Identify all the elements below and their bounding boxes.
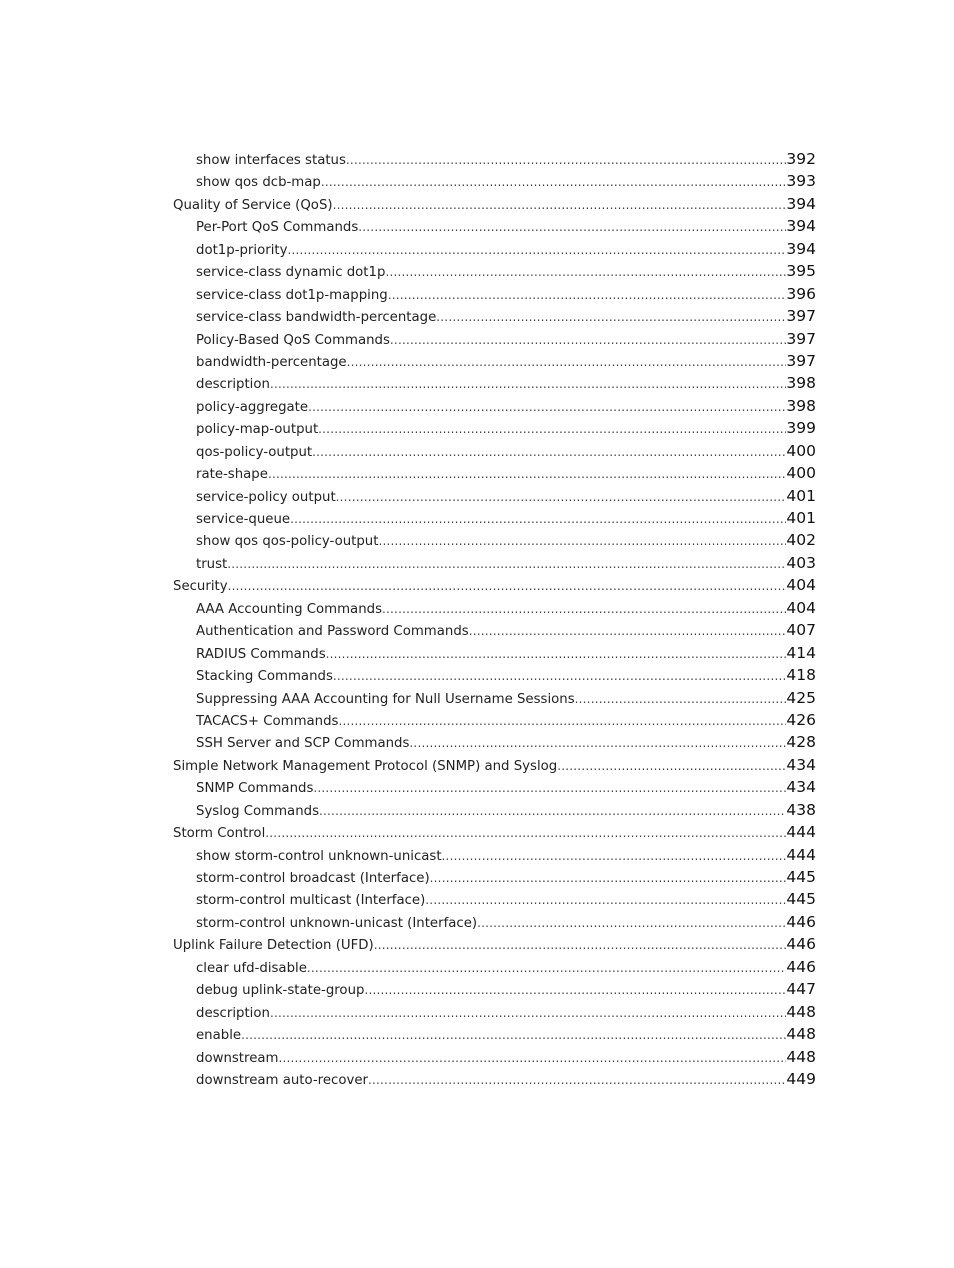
toc-entry-page-number: 448 [786, 1002, 816, 1021]
dot-leader [326, 643, 787, 665]
toc-section-entry[interactable] [173, 574, 816, 596]
toc-subentry[interactable] [173, 148, 816, 170]
toc-subentry[interactable] [173, 350, 816, 372]
dot-leader [278, 1047, 786, 1069]
toc-entry-page-number: 448 [786, 1025, 816, 1044]
table-of-contents [173, 148, 816, 1090]
toc-subentry[interactable] [173, 687, 816, 709]
toc-subentry[interactable] [173, 844, 816, 866]
toc-entry-page-number: 434 [786, 778, 816, 797]
toc-entry-page-number: 446 [786, 957, 816, 976]
dot-leader [268, 463, 786, 485]
dot-leader [385, 261, 786, 283]
toc-subentry[interactable] [173, 485, 816, 507]
toc-subentry[interactable] [173, 529, 816, 551]
toc-entry-title: Uplink Failure Detection (UFD) [173, 938, 374, 954]
toc-entry-page-number: 414 [786, 643, 816, 662]
toc-entry-title: enable [196, 1028, 242, 1044]
dot-leader [336, 486, 787, 508]
toc-entry-title: show qos dcb-map [196, 175, 321, 191]
toc-section-entry[interactable] [173, 933, 816, 955]
toc-entry-page-number: 397 [786, 307, 816, 326]
toc-subentry[interactable] [173, 956, 816, 978]
toc-entry-title: Security [173, 579, 228, 595]
dot-leader [227, 553, 786, 575]
dot-leader [388, 284, 787, 306]
toc-entry-title: qos-policy-output [196, 444, 313, 460]
toc-entry-page-number: 395 [786, 262, 816, 281]
toc-entry-page-number: 418 [786, 666, 816, 685]
toc-subentry[interactable] [173, 776, 816, 798]
toc-entry-title: Quality of Service (QoS) [173, 197, 333, 213]
toc-subentry[interactable] [173, 372, 816, 394]
dot-leader [312, 441, 786, 463]
toc-entry-page-number: 394 [786, 239, 816, 258]
toc-entry-title: rate-shape [196, 467, 268, 483]
toc-entry-title: AAA Accounting Commands [196, 601, 383, 617]
dot-leader [270, 1002, 786, 1024]
dot-leader [436, 306, 786, 328]
toc-entry-title: dot1p-priority [196, 242, 288, 258]
dot-leader [265, 822, 786, 844]
toc-subentry[interactable] [173, 1046, 816, 1068]
toc-subentry[interactable] [173, 552, 816, 574]
dot-leader [368, 1069, 786, 1091]
toc-entry-page-number: 438 [786, 800, 816, 819]
toc-entry-title: TACACS+ Commands [196, 713, 339, 729]
toc-entry-page-number: 396 [786, 284, 816, 303]
toc-subentry[interactable] [173, 507, 816, 529]
toc-entry-page-number: 401 [786, 509, 816, 527]
toc-subentry[interactable] [173, 1001, 816, 1023]
toc-entry-title: description [196, 1005, 270, 1021]
toc-entry-page-number: 447 [786, 980, 816, 999]
toc-entry-page-number: 434 [786, 755, 816, 774]
toc-entry-page-number: 397 [786, 329, 816, 348]
toc-entry-page-number: 403 [786, 553, 816, 572]
toc-subentry[interactable] [173, 888, 816, 910]
toc-entry-page-number: 398 [786, 374, 816, 393]
dot-leader [425, 889, 786, 911]
toc-entry-page-number: 445 [786, 868, 816, 886]
dot-leader [442, 845, 787, 867]
toc-entry-title: policy-map-output [196, 422, 319, 438]
toc-section-entry[interactable] [173, 193, 816, 215]
toc-entry-title: RADIUS Commands [196, 646, 326, 662]
dot-leader [333, 665, 787, 687]
toc-section-entry[interactable] [173, 821, 816, 843]
toc-entry-page-number: 404 [786, 576, 816, 595]
dot-leader [382, 598, 786, 620]
toc-subentry[interactable] [173, 1023, 816, 1045]
toc-subentry[interactable] [173, 417, 816, 439]
dot-leader [321, 171, 787, 193]
toc-entry-page-number: 449 [786, 1069, 816, 1088]
toc-entry-title: description [196, 377, 270, 393]
toc-entry-title: show storm-control unknown-unicast [196, 848, 442, 864]
toc-subentry[interactable] [173, 305, 816, 327]
toc-subentry[interactable] [173, 283, 816, 305]
toc-entry-page-number: 446 [786, 935, 816, 954]
dot-leader [290, 508, 786, 530]
dot-leader [390, 329, 786, 351]
dot-leader [358, 216, 786, 238]
dot-leader [228, 575, 787, 597]
toc-entry-page-number: 446 [786, 912, 816, 931]
toc-subentry[interactable] [173, 642, 816, 664]
toc-entry-title: Storm Control [173, 826, 266, 842]
toc-entry-page-number: 402 [786, 531, 816, 550]
dot-leader [333, 194, 787, 216]
toc-entry-page-number: 399 [786, 419, 816, 438]
toc-subentry[interactable] [173, 238, 816, 260]
toc-entry-title: service-class bandwidth-percentage [196, 310, 437, 326]
toc-entry-title: Simple Network Management Protocol (SNMP) and Syslog [173, 758, 558, 774]
dot-leader [346, 149, 786, 171]
toc-subentry[interactable] [173, 260, 816, 282]
toc-entry-page-number: 444 [786, 823, 816, 842]
dot-leader [374, 934, 787, 956]
dot-leader [469, 620, 787, 642]
toc-entry-title: Syslog Commands [196, 803, 320, 819]
dot-leader [378, 530, 786, 552]
dot-leader [338, 710, 786, 732]
toc-entry-title: policy-aggregate [196, 399, 309, 415]
toc-section-entry[interactable] [173, 754, 816, 776]
dot-leader [313, 777, 786, 799]
toc-entry-title: Per-Port QoS Commands [196, 220, 359, 236]
toc-entry-page-number: 428 [786, 733, 816, 752]
dot-leader [241, 1024, 786, 1046]
toc-entry-title: Suppressing AAA Accounting for Null Username Sessions [196, 691, 575, 707]
toc-subentry[interactable] [173, 731, 816, 753]
toc-entry-page-number: 407 [786, 621, 816, 640]
toc-entry-title: service-class dynamic dot1p [196, 265, 386, 281]
toc-entry-page-number: 425 [786, 688, 816, 707]
toc-entry-page-number: 448 [786, 1047, 816, 1066]
dot-leader [409, 732, 786, 754]
dot-leader [557, 755, 786, 777]
toc-entry-title: SSH Server and SCP Commands [196, 736, 410, 752]
toc-entry-title: show qos qos-policy-output [196, 534, 379, 550]
toc-entry-page-number: 401 [786, 486, 816, 505]
dot-leader [364, 979, 786, 1001]
toc-subentry[interactable] [173, 709, 816, 731]
toc-entry-title: Stacking Commands [196, 669, 333, 685]
toc-subentry[interactable] [173, 619, 816, 641]
dot-leader [319, 800, 786, 822]
toc-entry-title: service-class dot1p-mapping [196, 287, 388, 303]
toc-subentry[interactable] [173, 395, 816, 417]
toc-entry-page-number: 398 [786, 396, 816, 415]
dot-leader [347, 351, 787, 373]
toc-subentry[interactable] [173, 440, 816, 462]
toc-entry-title: service-queue [196, 512, 291, 527]
toc-subentry[interactable] [173, 911, 816, 933]
toc-entry-page-number: 445 [786, 890, 816, 909]
toc-entry-page-number: 404 [786, 598, 816, 617]
toc-entry-title: Policy-Based QoS Commands [196, 332, 390, 348]
toc-entry-title: downstream auto-recover [196, 1072, 368, 1088]
toc-entry-page-number: 393 [786, 172, 816, 191]
toc-entry-title: Authentication and Password Commands [196, 624, 469, 640]
dot-leader [287, 239, 786, 261]
dot-leader [307, 957, 787, 979]
toc-subentry[interactable] [173, 866, 816, 888]
toc-entry-title: show interfaces status [196, 153, 346, 168]
toc-entry-title: storm-control multicast (Interface) [196, 893, 426, 909]
toc-subentry[interactable] [173, 799, 816, 821]
toc-entry-title: debug uplink-state-group [196, 983, 365, 999]
toc-subentry[interactable] [173, 978, 816, 1000]
toc-entry-title: trust [196, 556, 228, 572]
dot-leader [318, 418, 786, 440]
toc-entry-page-number: 394 [786, 217, 816, 236]
toc-entry-page-number: 400 [786, 441, 816, 460]
toc-subentry[interactable] [173, 597, 816, 619]
toc-entry-title: bandwidth-percentage [196, 354, 347, 370]
toc-entry-title: storm-control unknown-unicast (Interface) [196, 915, 478, 931]
dot-leader [477, 912, 786, 934]
toc-entry-page-number: 426 [786, 710, 816, 729]
toc-entry-page-number: 400 [786, 464, 816, 483]
toc-entry-page-number: 444 [786, 845, 816, 864]
toc-subentry[interactable] [173, 170, 816, 192]
dot-leader [575, 688, 787, 710]
toc-entry-page-number: 392 [786, 150, 816, 168]
toc-entry-title: SNMP Commands [196, 781, 314, 797]
toc-subentry[interactable] [173, 664, 816, 686]
dot-leader [270, 373, 786, 395]
toc-subentry[interactable] [173, 328, 816, 350]
toc-entry-title: service-policy output [196, 489, 336, 505]
toc-entry-page-number: 397 [786, 351, 816, 370]
dot-leader [308, 396, 786, 418]
toc-entry-title: downstream [196, 1050, 279, 1066]
toc-entry-page-number: 394 [786, 194, 816, 213]
toc-subentry[interactable] [173, 1068, 816, 1090]
toc-entry-title: clear ufd-disable [196, 960, 307, 976]
dot-leader [430, 867, 787, 889]
toc-subentry[interactable] [173, 462, 816, 484]
toc-subentry[interactable] [173, 215, 816, 237]
toc-entry-title: storm-control broadcast (Interface) [196, 871, 430, 886]
